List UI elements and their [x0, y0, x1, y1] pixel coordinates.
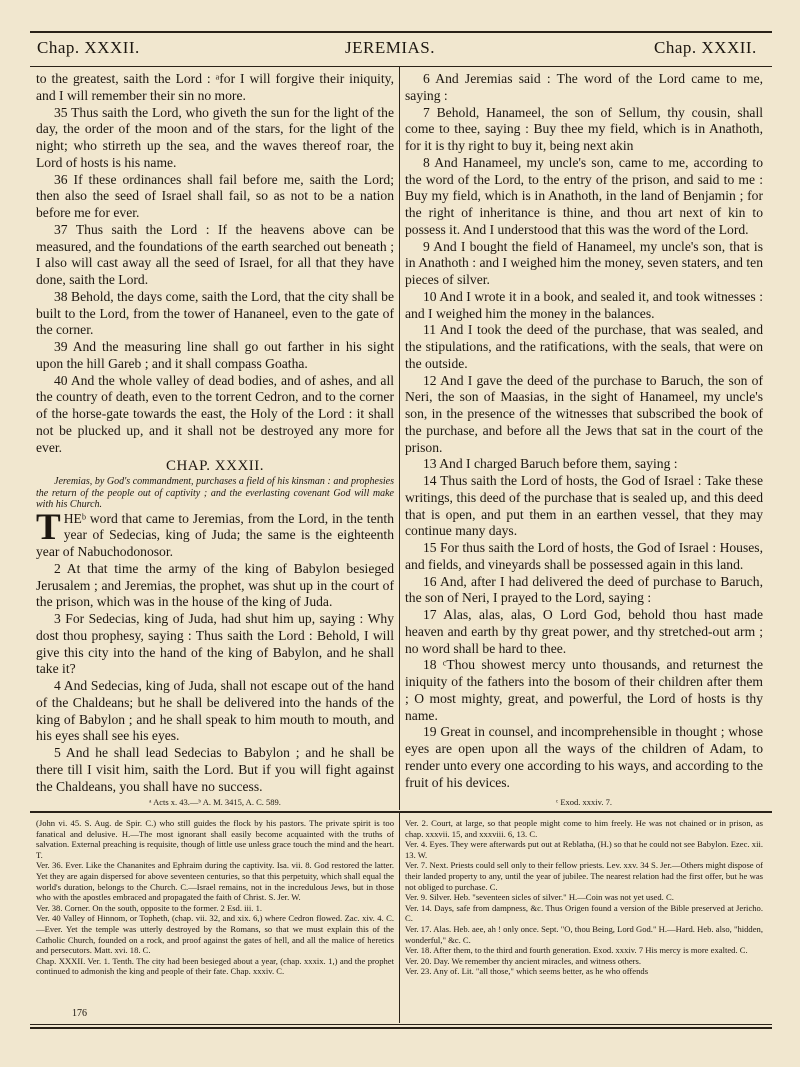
verse-text: 37 Thus saith the Lord : If the heavens above can be measured, and the foundations of the earth searched out beneath ; I also will cast away all the seed of Israel, for all that they have done, saith the Lord.: [36, 221, 394, 287]
drop-cap: T: [36, 506, 61, 548]
commentary-note: Ver. 23. Any of. Lit. "all those," which seems better, as he who offends: [405, 966, 649, 977]
verse-text: to the greatest, saith the Lord : ᵃfor I will forgive their iniquity, and I will remember their sin no more.: [36, 71, 394, 103]
commentary-right: [405, 818, 763, 977]
verse-text: 40 And the whole valley of dead bodies, and of ashes, and all the country of death, even to the torrent Cedron, and to the corner of the horse-gate towards the east, the Holy of the Lord : it shall not be plucked up, and it shall not be destroyed any more for ever.: [36, 372, 394, 455]
running-head-left: Chap. XXXII.: [37, 38, 140, 57]
verse-text: 38 Behold, the days come, saith the Lord, that the city shall be built to the Lord, from the tower of Hananeel, even to the gate of the corner.: [36, 288, 394, 338]
left-footnote-reference: ᵃ Acts x. 43.—ᵇ A. M. 3415, A. C. 589.: [149, 797, 281, 807]
commentary-left: [36, 818, 394, 977]
verse-text: 8 And Hanameel, my uncle's son, came to me, according to the word of the Lord, to the entry of the prison, and said to me : Buy my field, which is in Anathoth, in the land of Benjamin ; for the right of inheritance is thine, and thou art next of kin to possess it. And I understood that this was the word of the Lord.: [405, 154, 763, 237]
running-head-right: Chap. XXXII.: [654, 38, 757, 57]
verse-text: 2 At that time the army of the king of Babylon besieged Jerusalem ; and Jeremias, the prophet, was shut up in the court of the prison, which was in the house of the king of Juda.: [36, 560, 394, 610]
commentary-note: Ver. 14. Days, safe from dampness, &c. Thus Origen found a version of the Bible preserved at Jericho. C.: [405, 902, 763, 924]
commentary-note: Chap. XXXII. Ver. 1. Tenth. The city had been besieged about a year, (chap. xxxix. 1,) and the prophet continued to admonish the king and people of their fate. Chap. xxxiv. C.: [36, 955, 394, 977]
commentary-note: Ver. 2. Court, at large, so that people might come to him freely. He was not chained or in prison, as chap. xxxvii. 15, and xxxviii. 6, 13. C.: [405, 818, 763, 839]
commentary-top-rule: [30, 811, 772, 813]
verse-text: 14 Thus saith the Lord of hosts, the God of Israel : Take these writings, this deed of the purchase that is sealed up, and this deed that is open, and put them in an earthen vessel, that they may continue many days.: [405, 473, 763, 539]
commentary-note: Ver. 17. Alas. Heb. aee, ah ! only once. Sept. "O, thou Being, Lord God." H.—Hard. Heb. also, "hidden, wonderful," &c. C.: [405, 923, 763, 945]
verse-text: 7 Behold, Hanameel, the son of Sellum, thy cousin, shall come to thee, saying : Buy thee my field, which is in Anathoth, for it is thy right to buy it, being next akin: [405, 104, 763, 153]
right-text-column: [405, 71, 763, 791]
commentary-note: Ver. 36. Ever. Like the Chananites and Ephraim during the captivity. Isa. vii. 8. God restored the latter. Yet they are again dispersed for above seventeen centuries, so that this perpetuity, which shall equal the world's duration, belongs to the Church. C.—Israel remains, not in the incredulous Jews, but in those who with the apostles embraced and propagated the faith of Christ. S. Jer. W.: [36, 860, 394, 903]
verse-text: 12 And I gave the deed of the purchase to Baruch, the son of Neri, the son of Maasias, in the sight of Hanameel, my uncle's son, in the presence of the witnesses that subscribed the book of the purchase, and before all the Jews that sat in the court of the prison.: [405, 372, 763, 455]
verse-text: 18 ᶜThou showest mercy unto thousands, and returnest the iniquity of the fathers into the bosom of their children after them ; O most mighty, great, and powerful, the Lord of hosts is thy name.: [405, 657, 763, 723]
verse-text: 4 And Sedecias, king of Juda, shall not escape out of the hand of the Chaldeans; but he shall be delivered into the hands of the king of Babylon ; and he shall speak to him mouth to mouth, and his eyes shall see his eyes.: [36, 678, 394, 744]
commentary-note: Ver. 20. Day. We remember thy ancient miracles, and witness others.: [405, 955, 642, 966]
commentary-note: Ver. 40 Valley of Hinnom, or Topheth, (chap. vii. 32, and xix. 6,) where Cedron flowed. Zac. xiv. 4. C.—Ever. Yet the temple was utterly destroyed by the Romans, so that we must explain this of the Catholic Church, founded on a rock, and proof against the gates of hell, and all the malice of heretics and persecutors. Matt. xvi. 18. C.: [36, 913, 394, 956]
verse-text: 13 And I charged Baruch before them, saying :: [423, 456, 678, 472]
left-text-column: [36, 71, 394, 795]
verse-text: 17 Alas, alas, alas, O Lord God, behold thou hast made heaven and earth by thy great power, and thy stretched-out arm ; no word shall be hard to thee.: [405, 607, 763, 656]
right-footnote-reference: ᶜ Exod. xxxiv. 7.: [556, 797, 612, 807]
column-divider: [399, 67, 400, 810]
verse-text: 36 If these ordinances shall fail before me, saith the Lord; then also the seed of Israel shall fail, so as not to be a nation before me for ever.: [36, 171, 394, 220]
verse-text: 9 And I bought the field of Hanameel, my uncle's son, that is in Anathoth : and I weighed him the money, seven staters, and ten pieces of silver.: [405, 238, 763, 287]
verse-text: 15 For thus saith the Lord of hosts, the God of Israel : Houses, and fields, and vineyards shall be possessed again in this land.: [405, 540, 763, 572]
verse-text: 6 And Jeremias said : The word of the Lord came to me, saying :: [405, 71, 763, 103]
commentary-note: Ver. 18. After them, to the third and fourth generation. Exod. xxxiv. 7 His mercy is more exalted. C.: [405, 945, 748, 956]
chapter-opening-verse: [36, 506, 394, 561]
verse-text: 3 For Sedecias, king of Juda, had shut him up, saying : Why dost thou prophesy, saying : Thus saith the Lord : Behold, I will give this city into the hand of the king of Babylon, and he shall take it?: [36, 611, 394, 677]
bottom-border-rule: [30, 1024, 772, 1025]
verse-text: HEᵇ word that came to Jeremias, from the Lord, in the tenth year of Sedecias, king of Juda; the same is the eighteenth year of Nabuchodonosor.: [36, 510, 394, 559]
top-border-rule: [30, 31, 772, 33]
verse-text: 39 And the measuring line shall go out farther in his sight upon the hill Gareb ; and it shall compass Goatha.: [36, 339, 394, 371]
chapter-heading: CHAP. XXXII.: [165, 458, 265, 475]
verse-text: 10 And I wrote it in a book, and sealed it, and took witnesses : and I weighed him the money in the balances.: [405, 288, 763, 321]
commentary-divider: [399, 813, 400, 1023]
commentary-note: Ver. 7. Next. Priests could sell only to their fellow priests. Lev. xxv. 34 S. Jer.—Others might dispose of their landed property to any, until the year of jubilee. The nearest relation had the first offer, but he was not obliged to purchase. C.: [405, 860, 763, 892]
verse-text: 19 Great in counsel, and incomprehensible in thought ; whose eyes are open upon all the ways of the children of Adam, to render unto every one according to his ways, and according to the fruit of his devices.: [405, 724, 763, 790]
running-head-title: JEREMIAS.: [345, 38, 435, 57]
chapter-summary: Jeremias, by God's commandment, purchases a field of his kinsman : and prophesies the return of the people out of captivity ; and the everlasting covenant God will make with his Church.: [36, 476, 394, 510]
commentary-note: Ver. 38. Corner. On the south, opposite to the former. 2 Esd. iii. 1.: [36, 902, 263, 913]
commentary-note: Ver. 9. Silver. Heb. "seventeen sicles of silver." H.—Coin was not yet used. C.: [405, 892, 674, 903]
bottom-border-rule-thick: [30, 1027, 772, 1029]
verse-text: 11 And I took the deed of the purchase, that was sealed, and the stipulations, and the ratifications, with the seals, that were on the outside.: [405, 322, 763, 371]
verse-text: 35 Thus saith the Lord, who giveth the sun for the light of the day, the order of the moon and of the stars, for the light of the night; who stirreth up the sea, and the waves thereof roar, the Lord of hosts is his name.: [36, 104, 394, 170]
header-underline-rule: [30, 66, 772, 67]
commentary-note: (John vi. 45. S. Aug. de Spir. C.) who still guides the flock by his pastors. The private spirit is too fanatical and delusive. H.—The most ignorant shall easily become acquainted with the truths of salvation. External preaching is requisite, though of little use unless grace touch the mind and the heart. T.: [36, 818, 394, 860]
commentary-note: Ver. 4. Eyes. They were afterwards put out at Reblatha, (H.) so that he could not see Babylon. Ezec. xii. 13. W.: [405, 839, 763, 860]
page-number: 176: [72, 1008, 87, 1019]
verse-text: 5 And he shall lead Sedecias to Babylon ; and he shall be there till I visit him, saith the Lord. But if you will fight against the Chaldeans, you shall have no success.: [36, 745, 394, 794]
verse-text: 16 And, after I had delivered the deed of purchase to Baruch, the son of Neri, I prayed to the Lord, saying :: [405, 573, 763, 606]
